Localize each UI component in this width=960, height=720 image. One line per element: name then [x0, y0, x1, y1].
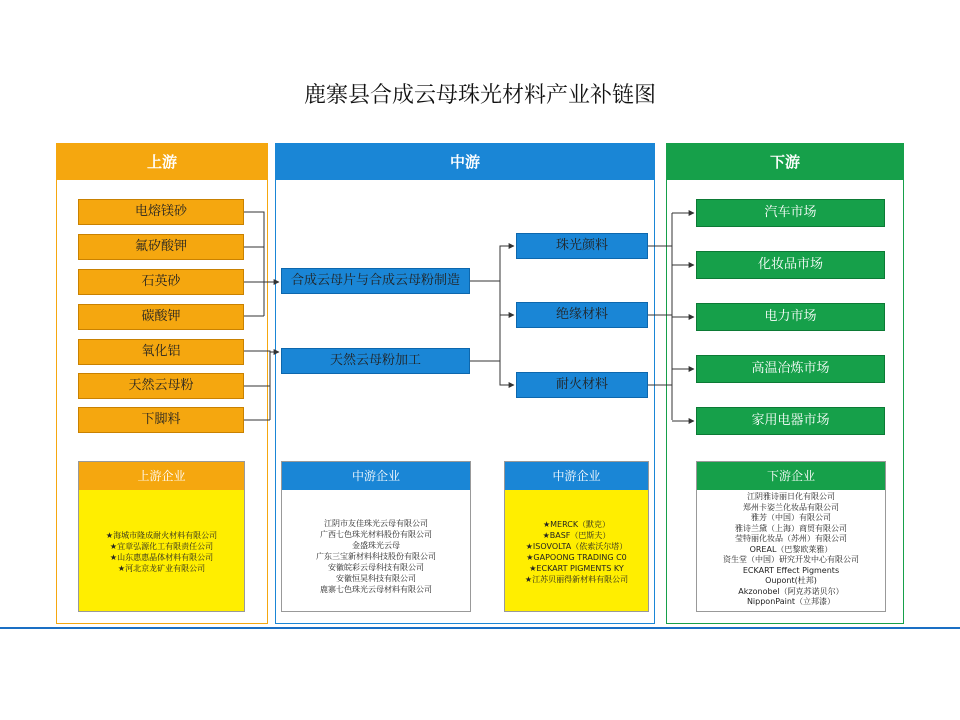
midstream-company: 安徽皖彩云母科技有限公司 [328, 563, 424, 572]
midstream-company: 鹿寨七色珠光云母材料有限公司 [320, 585, 432, 594]
upstream-item-quartz-sand: 石英砂 [78, 269, 244, 295]
downstream-companies-title: 下游企业 [697, 462, 885, 490]
connector-upstream-to-natural [244, 351, 279, 420]
upstream-company: ★河北京龙矿业有限公司 [117, 564, 206, 573]
midstream-company: 江阴市友佳珠光云母有限公司 [324, 519, 428, 528]
upstream-item-fused-magnesia: 电熔镁砂 [78, 199, 244, 225]
upstream-company: ★宜章弘源化工有限责任公司 [109, 542, 214, 551]
midstream-key-companies-title: 中游企业 [505, 462, 648, 490]
upstream-company: ★山东惠惠晶体材料有限公司 [109, 553, 214, 562]
process-natural-mica: 天然云母粉加工 [281, 348, 470, 374]
connector-synthetic-to-products [470, 246, 514, 281]
midstream-company: 广西七色珠光材料股份有限公司 [320, 530, 432, 539]
process-synthetic-mica: 合成云母片与合成云母粉制造 [281, 268, 470, 294]
midstream-header: 中游 [276, 144, 654, 180]
downstream-company: OREAL（巴黎欧莱雅） [749, 544, 833, 554]
market-electric-power: 电力市场 [696, 303, 885, 331]
market-home-appliances: 家用电器市场 [696, 407, 885, 435]
market-high-temp-smelting: 高温冶炼市场 [696, 355, 885, 383]
market-automotive: 汽车市场 [696, 199, 885, 227]
connector-natural-to-products [470, 361, 514, 385]
downstream-company: Oupont(杜邦) [765, 576, 817, 585]
midstream-key-company: ★ISOVOLTA（依索沃尔塔） [525, 542, 628, 551]
downstream-company: 郑州卡姿兰化妆品有限公司 [743, 502, 839, 512]
midstream-company: 广东三宝新材料科技股份有限公司 [316, 552, 436, 561]
upstream-item-potassium-carbonate: 碳酸钾 [78, 304, 244, 330]
midstream-company: 安徽恒昊科技有限公司 [336, 574, 416, 583]
downstream-company: 江阴雅诗丽日化有限公司 [747, 492, 835, 501]
downstream-company: NipponPaint（立邦漆） [746, 597, 836, 606]
product-refractory-material: 耐火材料 [516, 372, 648, 398]
downstream-header: 下游 [667, 144, 903, 180]
midstream-key-company: ★GAPOONG TRADING C0 [526, 553, 627, 562]
upstream-companies-title: 上游企业 [79, 462, 244, 490]
midstream-company: 金盛珠光云母 [352, 541, 400, 550]
downstream-company: Akzonobel（阿克苏诺贝尔） [738, 586, 844, 596]
diagram-title: 鹿寨县合成云母珠光材料产业补链图 [303, 83, 656, 108]
upstream-item-natural-mica-powder: 天然云母粉 [78, 373, 244, 399]
downstream-company: ECKART Effect Pigments [742, 565, 840, 575]
connector-products-trunk [648, 246, 672, 420]
product-pearlescent-pigment: 珠光颜料 [516, 233, 648, 259]
midstream-key-company: ★MERCK（默克） [542, 520, 611, 529]
footer-divider [0, 627, 960, 629]
midstream-companies-title: 中游企业 [282, 462, 470, 490]
midstream-key-company: ★ECKART PIGMENTS KY [529, 564, 624, 573]
upstream-header: 上游 [57, 144, 267, 180]
market-cosmetics: 化妆品市场 [696, 251, 885, 279]
midstream-key-company: ★BASF（巴斯夫） [542, 531, 611, 540]
connector-process-to-insulation [500, 281, 514, 315]
downstream-company: 资生堂（中国）研究开发中心有限公司 [723, 555, 859, 564]
midstream-key-company: ★江苏贝丽得新材料有限公司 [524, 575, 629, 584]
upstream-item-potassium-fluorosilicate: 氟矽酸钾 [78, 234, 244, 260]
upstream-item-alumina: 氧化铝 [78, 339, 244, 365]
downstream-company: 莹特丽化妆品（苏州）有限公司 [735, 534, 847, 543]
downstream-company: 雅诗兰黛（上海）商贸有限公司 [735, 523, 847, 533]
product-insulation-material: 绝缘材料 [516, 302, 648, 328]
upstream-item-scrap: 下脚料 [78, 407, 244, 433]
upstream-company: ★海城市隆成耐火材料有限公司 [105, 531, 218, 540]
connector-upstream-to-synthetic [244, 212, 279, 316]
downstream-company: 雅芳（中国）有限公司 [751, 513, 831, 522]
